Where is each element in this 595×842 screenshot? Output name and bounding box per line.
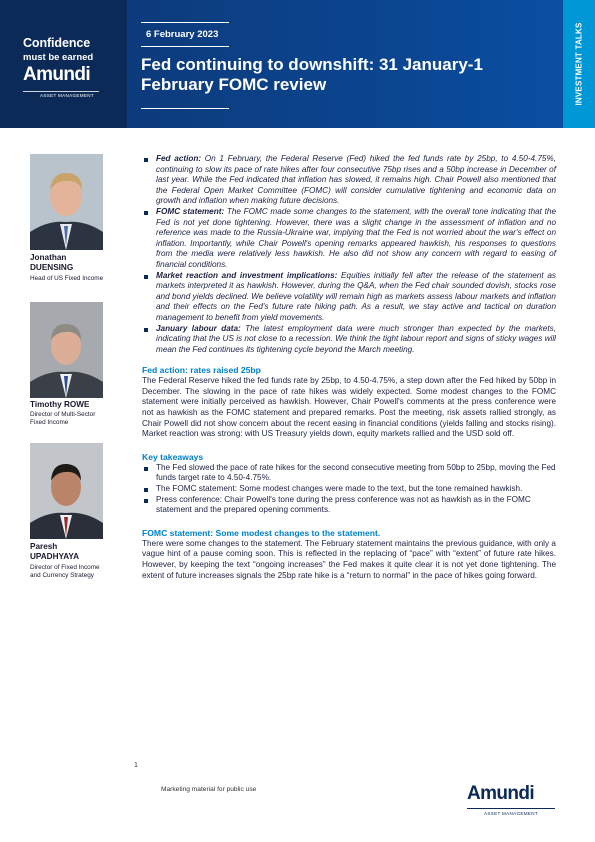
page-number: 1 bbox=[134, 762, 138, 769]
author-name-rowe: Timothy ROWE bbox=[30, 400, 90, 409]
takeaway-item: The FOMC statement: Some modest changes were made to the text, but the tone remained hawkish. bbox=[142, 484, 556, 495]
summary-bullet: Market reaction and investment implications: Equities initially fell after the release of the statement as markets interpreted it as hawkish. However, during the Q&A, when the Fed chair sounded dovish, stocks rose and bond yields declined. We believe volatility will remain high as markets assess labour markets and inflation and their effects on the Fed's future rate hiking path. As a result, we stay active and tactical on duration management to benefit from yield movements. bbox=[142, 271, 556, 324]
author-name-upadhyaya: Paresh UPADHYAYA bbox=[30, 542, 79, 561]
logo-tagline-sub: must be earned bbox=[23, 52, 94, 63]
footer-logo-divider bbox=[467, 808, 555, 809]
vertical-section-tab bbox=[563, 0, 595, 128]
author-photo-upadhyaya bbox=[30, 443, 103, 539]
summary-bullet: January labour data: The latest employment data were much stronger than expected by the markets, indicating that the US is not close to a recession. We think the tight labour report and signs of sticky wages will mean the Fed continues its tightening cycle beyond the March meeting. bbox=[142, 324, 556, 356]
section-heading-fed-action: Fed action: rates raised 25bp bbox=[142, 365, 261, 376]
author-photo-duensing bbox=[30, 154, 103, 250]
author-role-upadhyaya: Director of Fixed Income and Currency Strategy bbox=[30, 564, 100, 579]
author-role-rowe: Director of Multi-Sector Fixed Income bbox=[30, 411, 96, 426]
section-body-fed-action: The Federal Reserve hiked the fed funds rate by 25bp, to 4.50-4.75%, a step down after the Fed hiked by 50bp in December. The slowing in the pace of rate hikes was widely expected. Some modest changes to the FOMC statement were initially perceived as hawkish. However, Chair Powell's comments at the press conference were not as hawkish as the FOMC statement and prepared remarks. Post the meeting, risk assets rallied strongly, as Chair Powell did not show concern about the recent easing in financial conditions (yields falling and stocks rising). Market reaction was strong: with US Treasury yields down, equity markets rallied and the USD sold off. bbox=[142, 376, 556, 439]
summary-bullet: FOMC statement: The FOMC made some changes to the statement, with the overall tone indicating that the Fed is not yet done tightening. However, there was a slight change in the assessment of inflation and no reference was made to the Russia-Ukraine war, implying that the Fed is not worried about the war's effect on inflation. Importantly, while Chair Powell's opening remarks appeared hawkish, his responses to questions from the media were relatively less hawkish. He also did not show any concern with regard to easing of financial conditions. bbox=[142, 207, 556, 271]
footer-logo-subtext: ASSET MANAGEMENT bbox=[484, 811, 538, 816]
publish-date: 6 February 2023 bbox=[146, 29, 219, 40]
logo-divider bbox=[23, 91, 99, 92]
header-rule-mid bbox=[141, 46, 229, 47]
section-heading-key-takeaways: Key takeaways bbox=[142, 451, 204, 462]
author-name-duensing: Jonathan DUENSING bbox=[30, 253, 74, 272]
footer-amundi-logo: Amundi bbox=[467, 783, 535, 804]
section-heading-fomc-statement: FOMC statement: Some modest changes to the statement. bbox=[142, 527, 381, 538]
logo-subtext: ASSET MANAGEMENT bbox=[40, 93, 94, 98]
vertical-tab-label: INVESTMENT TALKS bbox=[574, 22, 584, 106]
logo-tagline: Confidence bbox=[23, 36, 91, 50]
marketing-disclaimer: Marketing material for public use bbox=[161, 786, 257, 793]
header-rule-top bbox=[141, 22, 229, 23]
header-logo-panel bbox=[0, 0, 127, 128]
takeaway-item: The Fed slowed the pace of rate hikes for the second consecutive meeting from 50bp to 25bp, moving the Fed funds target rate to 4.50-4.75%. bbox=[142, 463, 556, 484]
header-rule-bottom bbox=[141, 108, 229, 109]
author-role-duensing: Head of US Fixed Income bbox=[30, 275, 104, 282]
amundi-logo: Amundi bbox=[23, 64, 91, 85]
article-body bbox=[142, 154, 556, 581]
section-body-fomc-statement: There were some changes to the statement. The February statement maintains the previous guidance, with only a vague hint of a pause coming soon. This is reflected in the replacing of “pace” with “extent” of future rate hikes. However, by keeping the text “ongoing increases” the Fed makes it quite clear it is not yet done tightening. The extent of future increases signals the 25bp rate hike is a “return to normal” in the pace of hikes going forward. bbox=[142, 538, 556, 580]
page-title: Fed continuing to downshift: 31 January-1 February FOMC review bbox=[141, 55, 483, 94]
author-photo-rowe bbox=[30, 302, 103, 398]
takeaway-item: Press conference: Chair Powell's tone during the press conference was not as hawkish as in the FOMC statement and the prepared opening comments. bbox=[142, 495, 556, 516]
summary-bullet: Fed action: On 1 February, the Federal Reserve (Fed) hiked the fed funds rate by 25bp, to 4.50-4.75%, continuing to slow its pace of rate hikes after four consecutive 75bp rises and a 50bp increase in December of last year. While the Fed indicated that inflation has slowed, it remains high. Chair Powell also mentioned that the Federal Open Market Committee (FOMC) will consider cumulative tightening and economic data on growth and inflation when making future decisions. bbox=[142, 154, 556, 207]
